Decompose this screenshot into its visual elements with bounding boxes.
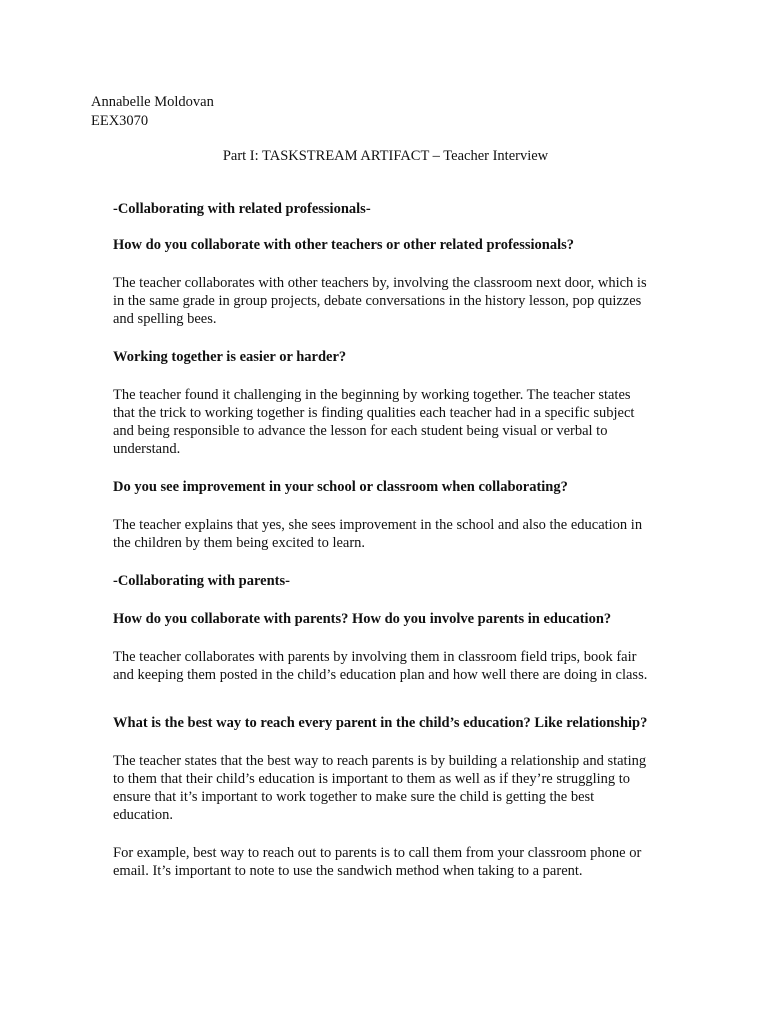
answer-line: email. It’s important to note to use the sandwich method when taking to a parent. [113, 863, 583, 879]
answer-line: The teacher collaborates with parents by involving them in classroom field trips, book fair [113, 649, 637, 665]
document-body [113, 200, 673, 880]
section-heading-parents: -Collaborating with parents- [113, 573, 290, 589]
answer-line: in the same grade in group projects, debate conversations in the history lesson, pop quizzes [113, 293, 642, 309]
answer-line: understand. [113, 441, 181, 457]
question-best-way: What is the best way to reach every parent in the child’s education? Like relationship? [113, 715, 648, 731]
answer-line: ensure that it’s important to work together to make sure the child is getting the best [113, 789, 595, 805]
answer-improvement [113, 516, 673, 552]
answer-line: and being responsible to advance the lesson for each student being visual or verbal to [113, 423, 608, 439]
answer-line: the children by them being excited to learn. [113, 535, 366, 551]
answer-collaborate-parents [113, 648, 673, 684]
answer-line: The teacher explains that yes, she sees improvement in the school and also the education in [113, 517, 643, 533]
answer-line: The teacher states that the best way to reach parents is by building a relationship and stating [113, 753, 647, 769]
answer-best-way [113, 752, 673, 824]
question-collaborate-parents: How do you collaborate with parents? How do you involve parents in education? [113, 611, 612, 627]
answer-line: education. [113, 807, 173, 823]
answer-working-together [113, 386, 673, 458]
document-title: Part I: TASKSTREAM ARTIFACT – Teacher Interview [222, 148, 549, 164]
answer-line: For example, best way to reach out to parents is to call them from your classroom phone or [113, 845, 642, 861]
document-header [91, 93, 214, 131]
question-improvement: Do you see improvement in your school or classroom when collaborating? [113, 479, 568, 495]
answer-line: The teacher collaborates with other teachers by, involving the classroom next door, which is [113, 275, 647, 291]
author-name: Annabelle Moldovan [91, 94, 214, 110]
answer-example [113, 844, 673, 880]
answer-line: and keeping them posted in the child’s education plan and how well there are doing in class. [113, 667, 648, 683]
course-code: EEX3070 [91, 113, 149, 129]
question-collaborate-teachers: How do you collaborate with other teachers or other related professionals? [113, 237, 575, 253]
question-working-together: Working together is easier or harder? [113, 349, 347, 365]
answer-line: The teacher found it challenging in the beginning by working together. The teacher states [113, 387, 631, 403]
answer-line: to them that their child’s education is important to them as well as if they’re struggling to [113, 771, 631, 787]
answer-line: and spelling bees. [113, 311, 217, 327]
section-heading-professionals: -Collaborating with related professionals- [113, 201, 371, 217]
answer-collaborate-teachers [113, 274, 673, 328]
answer-line: that the trick to working together is finding qualities each teacher had in a specific subject [113, 405, 635, 421]
